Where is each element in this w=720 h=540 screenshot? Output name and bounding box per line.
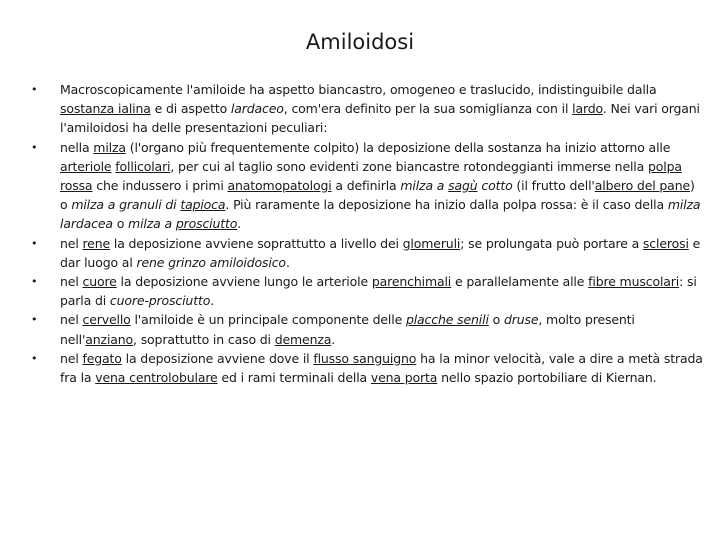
text-run: , com'era definito per la sua somiglianza con il xyxy=(283,101,573,117)
text-run: nello spazio portobiliare di Kiernan. xyxy=(437,370,657,386)
text-link[interactable]: rene xyxy=(82,235,111,251)
text-link[interactable]: anatomopatologi xyxy=(227,178,332,194)
text-run: . Più raramente la deposizione ha inizio dalla polpa rossa: è il caso della xyxy=(225,197,668,213)
text-run: , molto presenti nell' xyxy=(60,312,635,347)
bullet-item xyxy=(0,138,720,234)
text-run: , soprattutto in caso di xyxy=(133,331,275,347)
text-run: e parallelamente alle xyxy=(451,274,589,290)
italic-text: rene grinzo amiloidosico xyxy=(136,254,286,270)
italic-text: cuore-prosciutto xyxy=(109,293,211,309)
text-run: l'amiloide è un principale componente delle xyxy=(130,312,406,328)
text-link[interactable]: arteriole xyxy=(60,158,112,174)
italic-text: milza lardacea xyxy=(60,197,701,232)
text-link[interactable]: placche senili xyxy=(405,312,489,328)
text-run: (l'organo più frequentemente colpito) la deposizione della sostanza ha inizio attorno alle xyxy=(125,139,671,155)
text-link[interactable]: fegato xyxy=(82,350,122,366)
italic-text: lardaceo xyxy=(230,101,284,117)
text-run: . Nei vari organi l'amiloidosi ha delle presentazioni peculiari: xyxy=(60,101,700,136)
slide-title: Amiloidosi xyxy=(305,30,415,54)
text-link[interactable]: anziano xyxy=(85,331,134,347)
text-run: ; se prolungata può portare a xyxy=(460,235,643,251)
text-link[interactable]: lardo xyxy=(572,101,603,117)
text-run: . xyxy=(210,293,215,309)
text-run: che indussero i primi xyxy=(92,178,228,194)
text-run: Macroscopicamente l'amiloide ha aspetto biancastro, omogeneo e traslucido, indistinguibile dalla xyxy=(60,82,657,97)
text-run: la deposizione avviene soprattutto a livello dei xyxy=(110,235,403,251)
bullet-item xyxy=(0,80,720,138)
bullet-item xyxy=(0,234,720,272)
text-link[interactable]: cervello xyxy=(82,312,131,328)
text-run: e dar luogo al xyxy=(60,235,701,270)
italic-text: druse xyxy=(503,312,539,328)
text-link[interactable]: glomeruli xyxy=(402,235,461,251)
bullet-item xyxy=(0,349,720,387)
text-run: ha la minor velocità, vale a dire a metà strada fra la xyxy=(60,350,703,386)
text-run: (il frutto dell' xyxy=(512,178,595,194)
text-run: a definirla xyxy=(331,178,401,194)
text-run: la deposizione avviene dove il xyxy=(121,350,314,366)
text-run: la deposizione avviene lungo le arteriole xyxy=(116,274,372,290)
text-link[interactable]: sagù xyxy=(448,178,478,194)
text-link[interactable]: prosciutto xyxy=(175,216,238,232)
text-link[interactable]: demenza xyxy=(274,331,332,347)
italic-text: cotto xyxy=(477,178,513,194)
text-link[interactable]: vena centrolobulare xyxy=(95,370,218,386)
text-link[interactable]: polpa rossa xyxy=(60,158,682,194)
text-link[interactable]: albero del pane xyxy=(594,178,691,194)
bullet-item xyxy=(0,272,720,310)
text-run: nella xyxy=(60,139,94,155)
text-run: e di aspetto xyxy=(150,101,231,117)
italic-text: milza a xyxy=(128,216,176,232)
text-link[interactable]: milza xyxy=(93,139,126,155)
text-run: . xyxy=(331,331,336,347)
text-run: o xyxy=(488,312,504,328)
text-link[interactable]: fibre muscolari xyxy=(588,274,680,290)
text-link[interactable]: follicolari xyxy=(115,158,171,174)
text-link[interactable]: tapioca xyxy=(180,197,226,213)
text-run: nel xyxy=(60,312,83,328)
text-link[interactable]: parenchimali xyxy=(371,274,452,290)
text-run: ed i rami terminali della xyxy=(217,370,371,386)
text-run: , per cui al taglio sono evidenti zone biancastre rotondeggianti immerse nella xyxy=(170,158,648,174)
text-run: : si parla di xyxy=(60,274,697,309)
bullet-item xyxy=(0,310,720,348)
text-link[interactable]: sclerosi xyxy=(642,235,689,251)
text-run: nel xyxy=(60,274,83,290)
text-link[interactable]: sostanza ialina xyxy=(60,101,151,117)
text-run: ) o xyxy=(60,178,695,213)
text-link[interactable]: cuore xyxy=(82,274,117,290)
text-run: nel xyxy=(60,350,83,366)
italic-text: milza a granuli di xyxy=(71,197,181,213)
text-run: nel xyxy=(60,235,83,251)
italic-text: milza a xyxy=(400,178,449,194)
bullet-list xyxy=(0,80,720,387)
text-run: o xyxy=(112,216,129,232)
text-run: . xyxy=(237,216,242,232)
text-link[interactable]: vena porta xyxy=(370,370,438,386)
text-run: . xyxy=(285,254,290,270)
text-link[interactable]: flusso sanguigno xyxy=(313,350,417,366)
